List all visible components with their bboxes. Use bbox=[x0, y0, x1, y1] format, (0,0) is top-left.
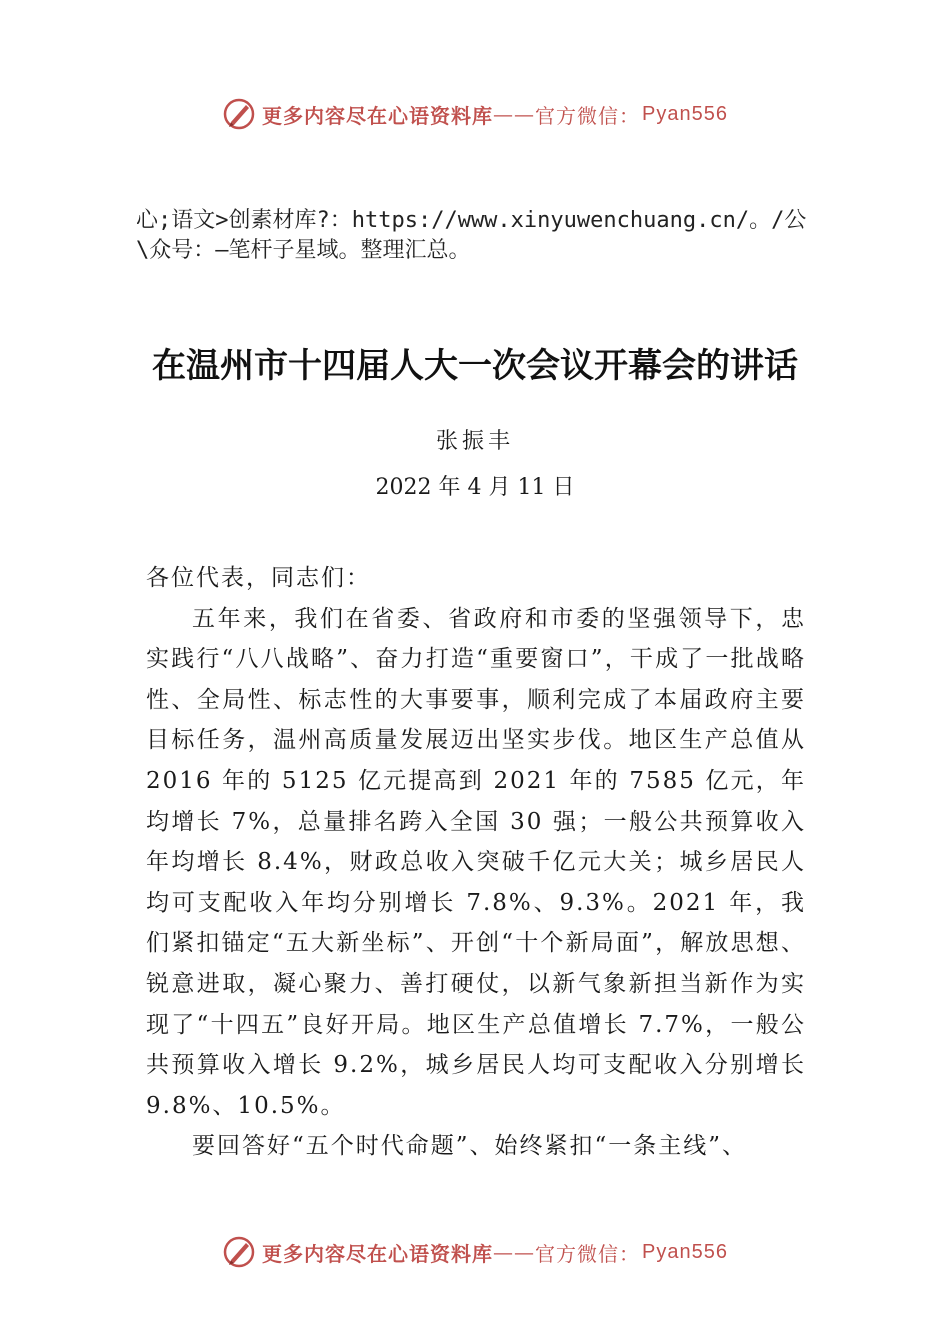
salutation: 各位代表，同志们： bbox=[146, 565, 371, 591]
watermark-wechat-label: 官方微信： bbox=[535, 1241, 641, 1266]
speech-body bbox=[146, 558, 806, 1167]
footer-watermark bbox=[0, 1232, 950, 1272]
paragraph: 五年来，我们在省委、省政府和市委的坚强领导下，忠实践行“八八战略”、奋力打造“重要窗口”，干成了一批战略性、全局性、标志性的大事要事，顺利完成了本届政府主要目标任务，温州高质量发展迈出坚实步伐。地区生产总值从 2016 年的 5125 亿元提高到 2021 年的 7585 亿元，年均增长 7%，总量排名跨入全国 30 强；一般公共预算收入年均增长 8.4%，财政总收入突破千亿元大关；城乡居民人均可支配收入年均分别增长 7.8%、9.3%。2021 年，我们紧扣锚定“五大新坐标”、开创“十个新局面”，解放思想、锐意进取，凝心聚力、善打硬仗，以新气象新担当新作为实现了“十四五”良好开局。地区生产总值增长 7.7%，一般公共预算收入增长 9.2%，城乡居民人均可支配收入分别增长 9.8%、10.5%。 bbox=[146, 605, 806, 1119]
watermark-wechat-label: 官方微信： bbox=[535, 103, 641, 128]
paragraph: 要回答好“五个时代命题”、始终紧扣“一条主线”、 bbox=[192, 1133, 748, 1160]
watermark-wechat-id: Pyan556 bbox=[642, 102, 728, 125]
watermark-brand: 更多内容尽在心语资料库 bbox=[262, 103, 494, 128]
header-watermark bbox=[0, 94, 950, 134]
watermark-dash: —— bbox=[493, 1240, 536, 1264]
source-note: 心;语文>创素材库?：https://www.xinyuwenchuang.cn/。/公\众号：—笔杆子星域。整理汇总。 bbox=[136, 208, 807, 263]
author: 张振丰 bbox=[435, 429, 514, 454]
page-title: 在温州市十四届人大一次会议开幕会的讲话 bbox=[152, 345, 798, 386]
seal-quill-icon bbox=[222, 97, 256, 131]
speech-date: 2022 年 4 月 11 日 bbox=[375, 475, 575, 500]
seal-quill-icon bbox=[222, 1235, 256, 1269]
watermark-brand: 更多内容尽在心语资料库 bbox=[262, 1241, 494, 1266]
watermark-wechat-id: Pyan556 bbox=[642, 1240, 728, 1263]
watermark-dash: —— bbox=[493, 102, 536, 126]
